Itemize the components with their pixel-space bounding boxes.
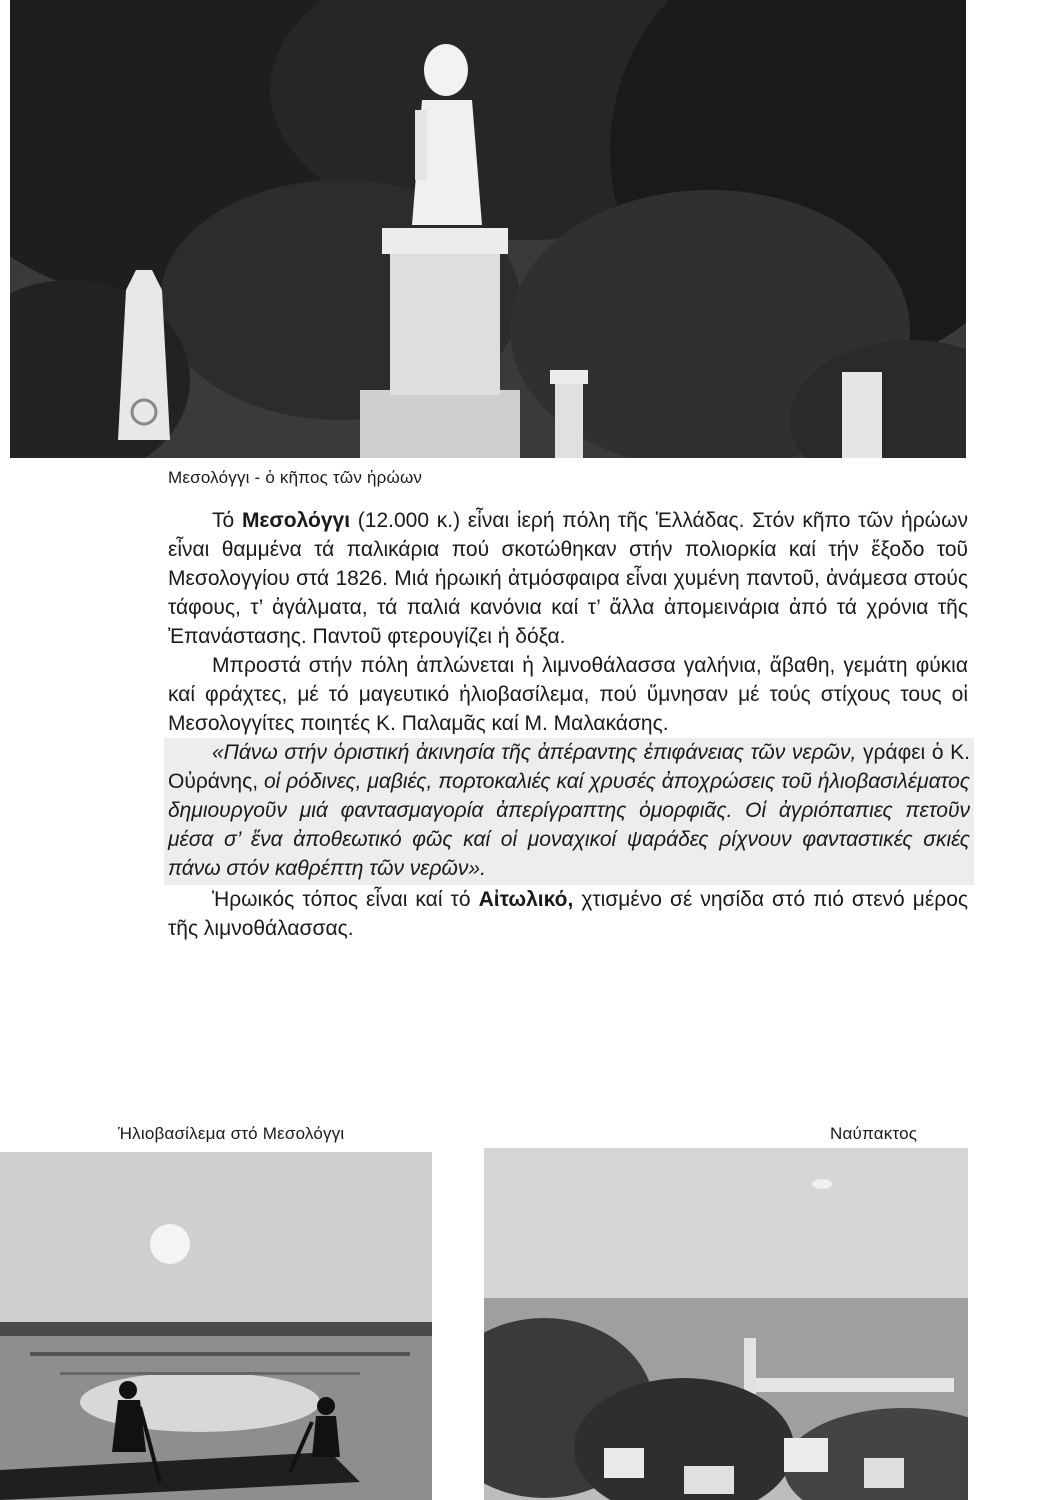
quote-block bbox=[164, 738, 974, 885]
sunset-photo bbox=[0, 1152, 432, 1500]
town-name: Αἰτωλικό, bbox=[478, 888, 574, 911]
nafpaktos-photo bbox=[484, 1148, 968, 1500]
article-text bbox=[168, 506, 968, 943]
heroes-garden-caption: Μεσολόγγι - ὁ κῆπος τῶν ἡρώων bbox=[168, 468, 423, 487]
paragraph-aitoliko: Ἡρωικός τόπος εἶναι καί τό Αἰτωλικό, χτισμένο σέ νησίδα στό πιό στενό μέρος τῆς λιμνοθάλασσας. bbox=[168, 888, 968, 940]
heroes-garden-photo bbox=[10, 0, 966, 458]
quote-attribution: γράφει ὁ Κ. Οὐράνης, bbox=[168, 741, 970, 793]
paragraph-messolonghi: Τό Μεσολόγγι (12.000 κ.) εἶναι ἱερή πόλη τῆς Ἑλλάδας. Στόν κῆπο τῶν ἡρώων εἶναι θαμμένα τά παλικάρια πού σκοτώθηκαν στήν πολιορκία καί τήν ἔξοδο τοῦ Μεσολογγίου στά 1826. Μιά ἡρωική ἀτμόσφαιρα εἶναι χυμένη παντοῦ, ἀνάμεσα στούς τάφους, τ’ ἀγάλματα, τά παλιά κανόνια καί τ’ ἄλλα ἀπομεινάρια ἀπό τά χρόνια τῆς Ἐπανάστασης. Παντοῦ φτερουγίζει ἡ δόξα. bbox=[168, 509, 968, 648]
city-name: Μεσολόγγι bbox=[241, 509, 351, 532]
nafpaktos-caption: Ναύπακτος bbox=[830, 1124, 918, 1143]
paragraph-lagoon: Μπροστά στήν πόλη ἁπλώνεται ἡ λιμνοθάλασσα γαλήνια, ἄβαθη, γεμάτη φύκια καί φράχτες, μέ τό μαγευτικό ἡλιοβασίλεμα, πού ὕμνησαν μέ τούς στίχους τους οἱ Μεσολογγίτες ποιητές Κ. Παλαμᾶς καί Μ. Μαλακάσης. bbox=[168, 654, 968, 735]
sunset-caption: Ἡλιοβασίλεμα στό Μεσολόγγι bbox=[118, 1124, 345, 1143]
quote-text: «Πάνω στήν ὁριστική ἀκινησία τῆς ἀπέραντης ἐπιφάνειας τῶν νερῶν, γράφει ὁ Κ. Οὐράνης, οἱ ρόδινες, μαβιές, πορτοκαλιές καί χρυσές ἀποχρώσεις τοῦ ἡλιοβασιλέματος δημιουργοῦν μιά φαντασμαγορία ἀπερίγραπτης ὀμορφιᾶς. Οἱ ἀγριόπαπιες πετοῦν μέσα σ’ ἕνα ἀποθεωτικό φῶς καί οἱ μοναχικοί ψαράδες ρίχνουν φανταστικές σκιές πάνω στόν καθρέπτη τῶν νερῶν». bbox=[168, 741, 970, 880]
